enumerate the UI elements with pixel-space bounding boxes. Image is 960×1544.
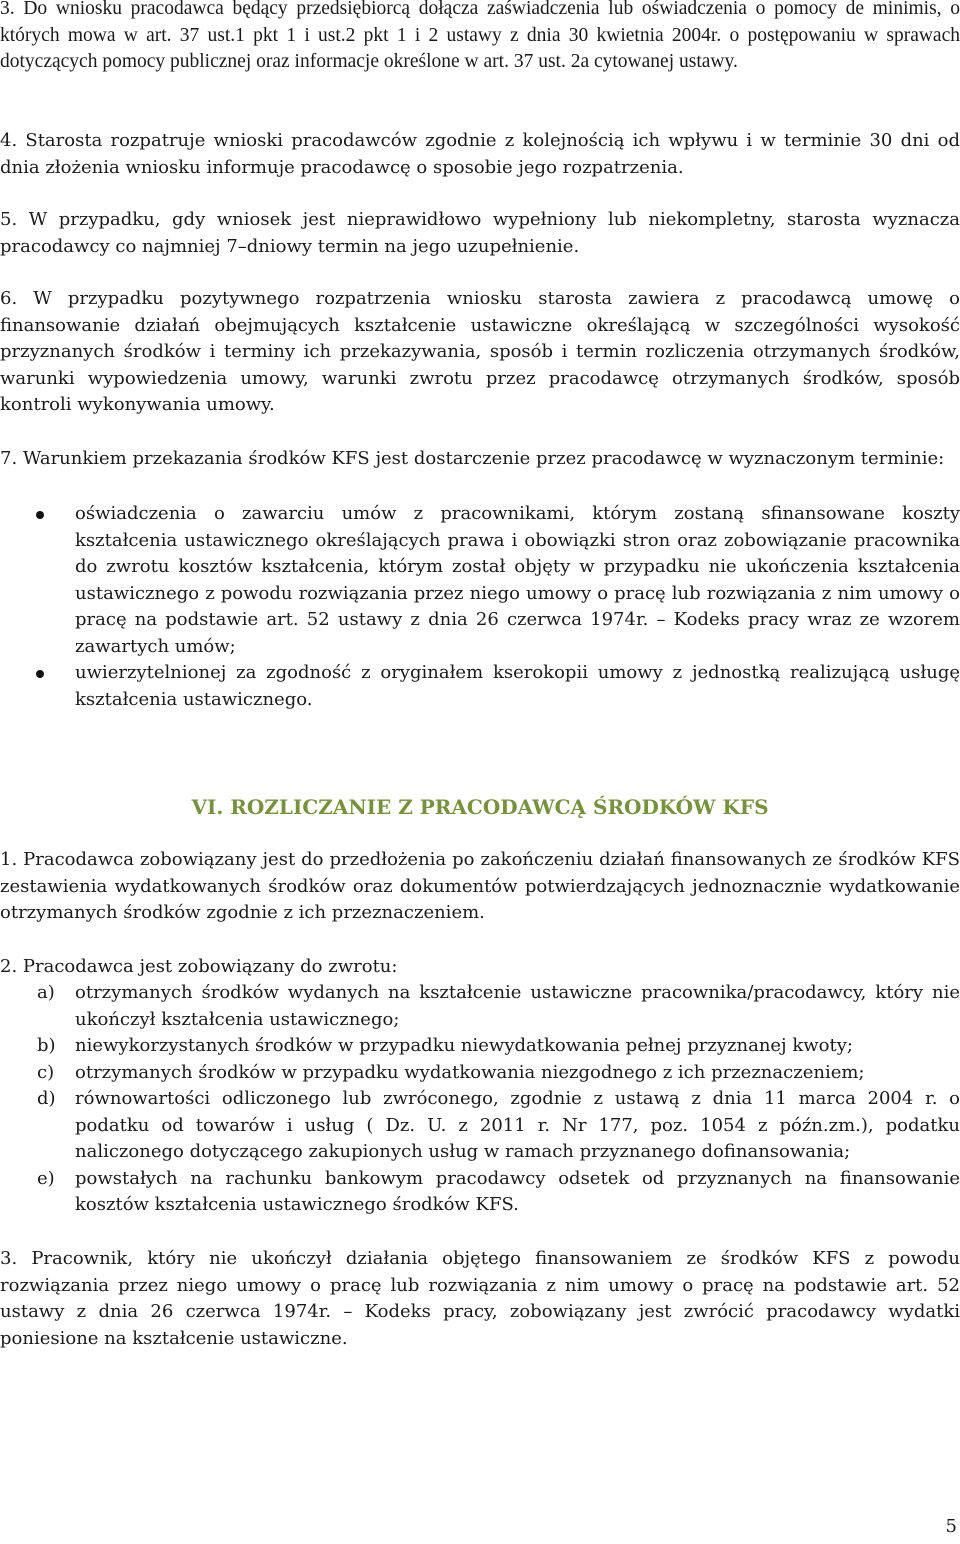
list-marker: e) <box>37 1167 55 1189</box>
paragraph-7-bullet-list <box>0 501 960 713</box>
list-marker: c) <box>37 1061 55 1083</box>
refund-list <box>0 980 960 1219</box>
bullet-item <box>0 501 960 660</box>
refund-item <box>0 1060 960 1087</box>
bullet-icon <box>36 511 44 519</box>
refund-item-text: otrzymanych środków w przypadku wydatkowania niezgodnego z ich przeznaczeniem; <box>75 1061 865 1083</box>
page-number: 5 <box>945 1516 957 1537</box>
paragraph-7: 7. Warunkiem przekazania środków KFS jest dostarczenie przez pracodawcę w wyznaczonym terminie: <box>0 448 945 469</box>
section-paragraph-1: 1. Pracodawca zobowiązany jest do przedłożenia po zakończeniu działań finansowanych ze środków KFS zestawienia wydatkowanych środków oraz dokumentów potwierdzających jednoznacznie wydatkowanie otrzymanych środków zgodnie z ich przeznaczeniem. <box>0 849 960 923</box>
refund-item <box>0 1166 960 1219</box>
refund-item-text: powstałych na rachunku bankowym pracodawcy odsetek od przyznanych na finansowanie kosztów kształcenia ustawicznego środków KFS. <box>75 1167 960 1215</box>
refund-item <box>0 1033 960 1060</box>
paragraph-5: 5. W przypadku, gdy wniosek jest nieprawidłowo wypełniony lub niekompletny, starosta wyznacza pracodawcy co najmniej 7–dniowy termin na jego uzupełnienie. <box>0 209 960 257</box>
paragraph-6: 6. W przypadku pozytywnego rozpatrzenia wniosku starosta zawiera z pracodawcą umowę o finansowanie działań obejmujących kształcenie ustawiczne określającą w szczególności wysokość przyznanych środków i terminy ich przekazywania, sposób i termin rozliczenia otrzymanych środków, warunki wypowiedzenia umowy, warunki zwrotu przez pracodawcę otrzymanych środków, sposób kontroli wykonywania umowy. <box>0 288 960 415</box>
list-marker: d) <box>37 1088 56 1109</box>
paragraph-3: 3. Do wniosku pracodawca będący przedsiębiorcą dołącza zaświadczenia lub oświadczenia o pomocy de minimis, o których mowa w art. 37 ust.1 pkt 1 i ust.2 pkt 1 i 2 ustawy z dnia 30 kwietnia 2004r. o postępowaniu w sprawach dotyczących pomocy publicznej oraz informacje określone w art. 37 ust. 2a cytowanej ustawy. <box>0 0 960 72</box>
section-paragraph-3: 3. Pracownik, który nie ukończył działania objętego finansowaniem ze środków KFS z powodu rozwiązania przez niego umowy o pracę lub rozwiązania z nim umowy o pracę na podstawie art. 52 ustawy z dnia 26 czerwca 1974r. – Kodeks pracy, zobowiązany jest zwrócić pracodawcy wydatki poniesione na kształcenie ustawiczne. <box>0 1248 960 1349</box>
refund-item-text: otrzymanych środków wydanych na kształcenie ustawiczne pracownika/pracodawcy, który nie ukończył kształcenia ustawicznego; <box>75 982 960 1030</box>
section-paragraph-2: 2. Pracodawca jest zobowiązany do zwrotu: <box>0 956 398 977</box>
bullet-text: uwierzytelnionej za zgodność z oryginałem kserokopii umowy z jednostką realizującą usługę kształcenia ustawicznego. <box>75 662 960 710</box>
refund-item <box>0 980 960 1033</box>
list-marker: a) <box>37 982 55 1003</box>
paragraph-4: 4. Starosta rozpatruje wnioski pracodawców zgodnie z kolejnością ich wpływu i w terminie 30 dni od dnia złożenia wniosku informuje pracodawcę o sposobie jego rozpatrzenia. <box>0 130 960 178</box>
bullet-text: oświadczenia o zawarciu umów z pracownikami, którym zostaną sfinansowane koszty kształcenia ustawicznego określających prawa i obowiązki stron oraz zobowiązanie pracownika do zwrotu kosztów kształcenia, którym został objęty w przypadku nie ukończenia kształcenia ustawicznego z powodu rozwiązania przez niego umowy o pracę lub rozwiązania z nim umowy o pracę na podstawie art. 52 ustawy z dnia 26 czerwca 1974r. – Kodeks pracy wraz ze wzorem zawartych umów; <box>75 503 960 657</box>
refund-item <box>0 1086 960 1166</box>
list-marker: b) <box>37 1035 56 1056</box>
refund-item-text: równowartości odliczonego lub zwróconego, zgodnie z ustawą z dnia 11 marca 2004 r. o podatku od towarów i usług ( Dz. U. z 2011 r. Nr 177, poz. 1054 z późn.zm.), podatku naliczonego dotyczącego zakupionych usług w ramach przyznanego dofinansowania; <box>75 1088 960 1162</box>
bullet-item <box>0 660 960 713</box>
section-heading: VI. ROZLICZANIE Z PRACODAWCĄ ŚRODKÓW KFS <box>191 795 769 819</box>
refund-item-text: niewykorzystanych środków w przypadku niewydatkowania pełnej przyznanej kwoty; <box>75 1035 853 1056</box>
bullet-icon <box>36 670 44 678</box>
